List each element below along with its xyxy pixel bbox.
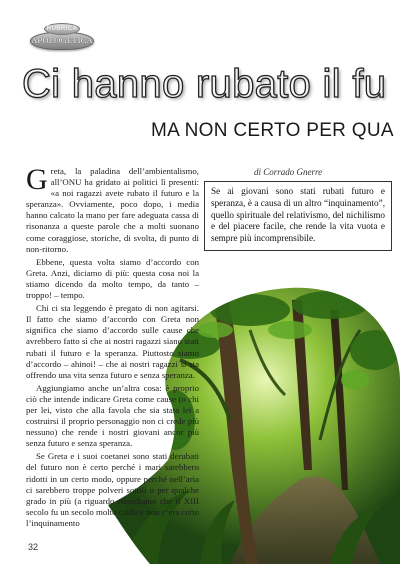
pull-quote-box: Se ai giovani sono stati rubati futuro e speranza, è a causa di un altro “inquinamento”, quello spirituale del relativismo, del nichilismo e del piacere facile, che rende la vita vuota e sempre più incomprensibile. — [204, 181, 392, 251]
body-paragraph: Aggiungiamo anche un’altra cosa: è proprio ciò che intende indicare Greta come cause (o chi per lei, visto che alla favola che sia stata lei a costruirsi il proprio personaggio non ci crede più nessuno) che rende i nostri giovani ancor più senza futuro e senza speranza. — [26, 382, 199, 449]
badge-main-label: APOLOGETICA — [31, 35, 93, 45]
body-paragraph — [26, 163, 199, 255]
author-byline: di Corrado Gnerre — [254, 167, 323, 177]
article-subtitle: MA NON CERTO PER QUA — [151, 120, 394, 141]
body-paragraph: Chi ci sta leggendo è pregato di non agitarsi. Il fatto che siamo d’accordo con Greta non significa che siamo d’accordo sulle cause che avrebbero fatto sì che ai nostri ragazzi siano stati rubati il futuro e la speranza. Piuttosto siamo d’accordo – ahinoi! – che ai nostri ragazzi si sta offrendo una vita senza futuro e senza speranza. — [26, 303, 199, 380]
body-paragraph-text: reta, la paladina dell’ambientalismo, all’ONU ha gridato ai politici lì presenti: «a noi ragazzi avete rubato il futuro e la speranza». Ovviamente, poco dopo, i media hanno calcato la mano per fare adeguata cassa di risonanza a queste parole che a molti suonano come coraggiose, storiche, di svolta, di punto di non-ritorno. — [26, 166, 199, 254]
badge-top-label: RUBRICA — [44, 23, 80, 35]
body-paragraph: Ebbene, questa volta siamo d’accordo con Greta. Anzi, diciamo di più: questa cosa noi la stiamo dicendo da molto tempo, da tanto – troppo! – tempo. — [26, 256, 199, 301]
article-title: Ci hanno rubato il fu — [22, 62, 387, 106]
page-number: 32 — [28, 542, 39, 552]
drop-cap: G — [26, 163, 48, 196]
body-paragraph: Se Greta e i suoi coetanei sono stati derubati del futuro non è certo perché i mari sarebbero ridotti in un certo modo, oppure perché nell’aria ci sarebbero troppe polveri sottili o per qualche grado in più (a riguardo ricordiamo che il XIII secolo fu un secolo molto caldo e non c’era certo l’inquinamento — [26, 451, 199, 528]
article-body-column — [26, 163, 199, 531]
